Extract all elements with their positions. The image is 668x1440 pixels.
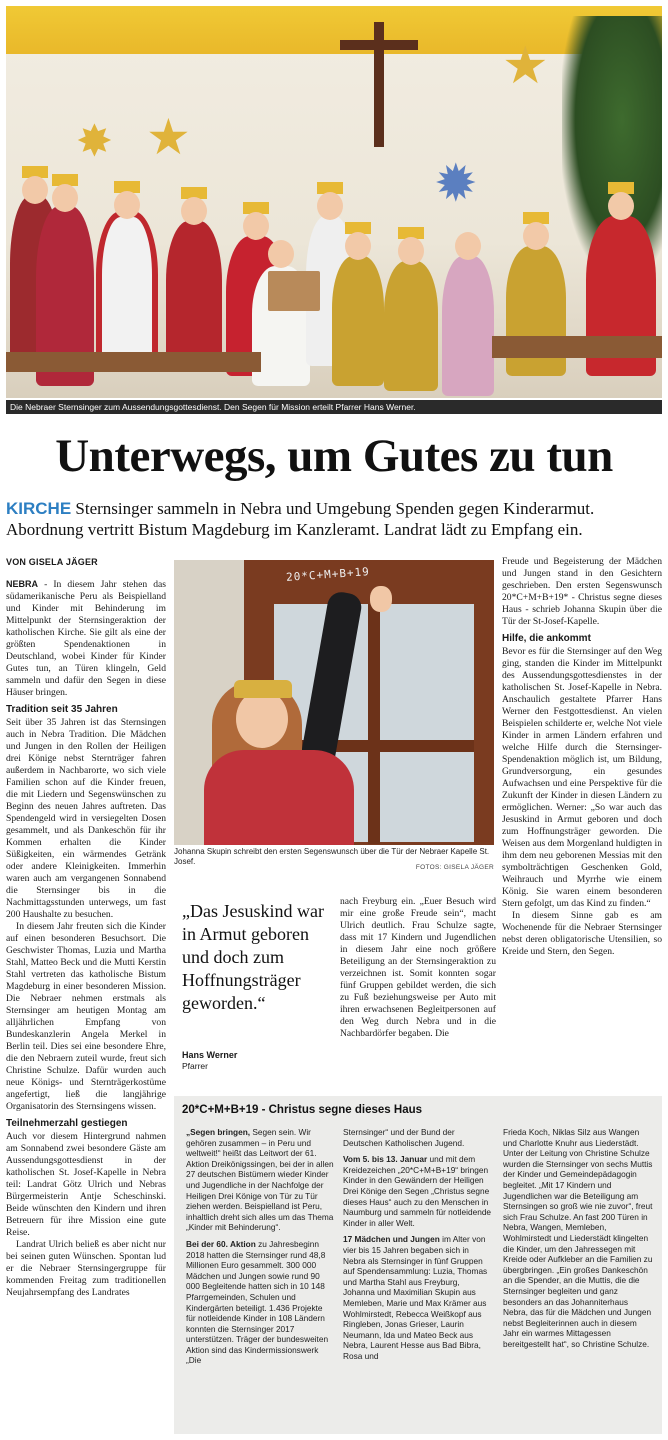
girl-hand <box>370 586 392 612</box>
info-box-title: 20*C+M+B+19 - Christus segne dieses Haus <box>182 1104 423 1116</box>
dateline: NEBRA <box>6 579 39 589</box>
star-icon: ✹ <box>434 154 478 214</box>
deck-text: Sternsinger sammeln in Nebra und Umgebung Spenden gegen Kinderarmut. Abordnung vertritt Bistum Magdeburg im Kanzleramt. Landrat lädt zu Empfang ein. <box>6 499 595 539</box>
star-icon: ★ <box>502 36 549 96</box>
paragraph: nach Freyburg ein. „Euer Besuch wird mir eine große Freude sein“, macht Ulrich deutlich. Frau Schulze sagte, dass mit 17 Kindern und Jugendlichen in diesem Jahr eine noch größere Beteiligung an der Sternsingeraktion zu verzeichnen ist. Somit konnten sogar fünf Gruppen gebildet werden, die sich zu Fuß beziehungsweise per Auto mit ihren erwachsenen Begleitpersonen auf den Weg durch Nebra und in die Nachbardörfer begaben. Die <box>340 896 496 1039</box>
article-column-5 <box>502 556 662 958</box>
paragraph: Bevor es für die Sternsinger auf den Weg ging, standen die Kinder im Mittelpunkt des Aussendungsgottesdienstes in der katholischen St. Josef-Kapelle in Nebra. Anschaulich gestaltete Pfarrer Hans Werner den Festgottesdienst. An vielen Beispielen schilderte er, welche Not viele Kinder in armen Ländern erfahren und welche Hilfe durch die Sternsinger-Spendenaktion möglich ist, um Bildung, Grundversorgung, ein gesundes Aufwachsen und eine Perspektive für die Zukunft der Kinder in diesen Ländern zu ermöglichen. Werner: „So war auch das Jesuskind in Armut geboren und doch zum Hoffnungsträger geworden. Die Weisen aus dem Morgenland huldigten in ihm dem neu geborenen Messias mit den symbolträchtigen Geschenken Gold, Weihrauch und Myrrhe wie einem König. Sie waren einem besonderen Stern gefolgt, um das Kind zu finden.“ <box>502 646 662 909</box>
crucifix-beam <box>340 40 418 50</box>
info-lead: Vom 5. bis 13. Januar <box>343 1154 428 1165</box>
info-text: zu Jahresbeginn 2018 hatten die Sternsinger rund 48,8 Millionen Euro gesammelt. 300 000 Mädchen und Jungen sowie rund 90 000 Begleitende hatten sich in 10 148 Pfarrgemeinden, Schulen und Kindergärten beteiligt. 1.436 Projekte für notleidende Kinder in 108 Ländern konnten die Sternsinger 2017 unterstützen. Träger der bundesweiten Aktion sind das Kindermissionswerk „Die <box>186 1238 329 1366</box>
info-paragraph <box>186 1239 334 1366</box>
bench <box>6 352 261 372</box>
kid-figure <box>384 261 438 391</box>
subheading: Hilfe, die ankommt <box>502 633 591 644</box>
bench <box>492 336 662 358</box>
info-paragraph <box>343 1154 493 1228</box>
info-box-column-2 <box>343 1127 493 1367</box>
section-keyword: KIRCHE <box>6 499 72 518</box>
kid-figure <box>166 221 222 371</box>
paragraph: Seit über 35 Jahren ist das Sternsingen auch in Nebra Tradition. Die Mädchen und Jungen in den Rollen der Heiligen drei Könige nebst Sternträger fahren außerdem in Nachbarorte, wo sich viele Familien schon auf die Kinder freuen, die mit Liedern und Segenswünschen zu Beginn des neuen Jahres auftreten. Das Spendengeld wird in versiegelten Dosen gesammelt, und als Dankeschön für ihr Kommen erhalten die Kinder Süßigkeiten, ein wärmendes Getränk oder andere Kleinigkeiten. Immerhin waren auch am vergangenen Sonnabend die Sternsinger bis in die Nachmittagsstunden unterwegs, um fast 200 Haushalte zu besuchen. <box>6 717 166 920</box>
info-text: Frieda Koch, Niklas Silz aus Wangen und Charlotte Knuhr aus Liederstädt. Unter der Leitung von Christine Schulze wurden die Sternsinger von sechs Muttis der Kinder und Gemeindepädagogin begleitet. „Mit 17 Kindern und Jugendlichen war die Beteiligung am Sternsingen so groß wie nie zuvor“, freut sich Frau Schulze. An fast 200 Türen in Nebra, Wangen, Memleben, Wohlmirstedt und Liederstädt klingelten die Kinder, um den Jahressegen mit Kreide oder Aufkleber an die Familien zu übergbringen. „Ein großes Dankeschön an die Spender, an die Muttis, die die Sternsinger begleiten und ganz besonders an das Johanniterhaus Nebra, das für die Mädchen und Jungen nebst Begleiterinnen auch in diesem Jahr ein warmes Mittagessen bereitgestellt hat“, so Christine Schulze. <box>503 1127 653 1349</box>
info-box-column-3 <box>503 1127 655 1355</box>
info-box-column-1 <box>186 1127 334 1372</box>
star-icon: ★ <box>146 108 191 166</box>
paragraph: Landrat Ulrich beließ es aber nicht nur bei seinen guten Wünschen. Spontan lud er die Nebraer Sternsingergruppe für kommenden Freitag zum traditionellen Neujahrsempfang des Landrates <box>6 1239 166 1298</box>
top-photo <box>6 6 662 398</box>
door-frame <box>368 604 380 844</box>
middle-photo-caption: Johanna Skupin schreibt den ersten Segenswunsch über die Tür der Nebraer Kapelle St. Josef. <box>174 847 490 866</box>
kid-figure <box>442 256 494 396</box>
girl-coat <box>204 750 354 845</box>
subheading: Tradition seit 35 Jahren <box>6 704 118 715</box>
star-icon: ✸ <box>76 116 113 167</box>
info-lead: Bei der 60. Aktion <box>186 1238 256 1249</box>
quote-author: Hans Werner <box>182 1050 238 1060</box>
info-lead: „Segen bringen, <box>186 1127 251 1137</box>
subheading: Teilnehmerzahl gestiegen <box>6 1118 128 1129</box>
paragraph <box>6 578 166 699</box>
kid-figure <box>96 211 158 371</box>
quote-role: Pfarrer <box>182 1061 208 1071</box>
pull-quote: „Das Jesuskind war in Armut geboren und doch zum Hoffnungsträger geworden.“ <box>182 901 324 1013</box>
girl-face <box>236 690 288 748</box>
photo-credit: FOTOS: GISELA JÄGER <box>415 864 494 871</box>
deck <box>6 498 662 540</box>
info-text: im Alter von vier bis 15 Jahren begaben sich in Nebra als Sternsinger in fünf Gruppen auf Spendensammlung: Luzia, Thomas und Martha Stahl aus Freyburg, Johanna und Maximilian Skupin aus Memleben, Marie und Max Krämer aus Wohlmirstedt, Rebecca Weißkopf aus Ringleben, Jonas Grieser, Laurin Neumann, Ida und Mateo Beck aus Nebra, Laurent Hesse aus Bad Bibra, Rosa und <box>343 1234 488 1361</box>
info-paragraph <box>503 1127 655 1349</box>
info-text: Segen sein. Wir gehören zusammen – in Peru und weltweit!“ heißt das Leitwort der 61. Aktion Dreikönigssingen, bei der in allen 27 deutschen Bistümern wieder Kinder und Jugendliche in der Nachfolge der Heiligen Drei Könige von Tür zu Tür ziehen werden. Beispielland ist Peru, inhaltlich dreht sich alles um das Thema „Kinder mit Behinderung“. <box>186 1127 334 1233</box>
headline: Unterwegs, um Gutes zu tun <box>55 430 613 482</box>
paragraph: In diesem Jahr freuten sich die Kinder auf einen besonderen Besuchsort. Die Geschwister Thomas, Luzia und Martha Stahl, Matteo Beck und die Mutti Kerstin Stahl vertreten das katholische Bistum Magdeburg in einer besonderen Mission. Die Nebraer nehmen erstmals als Sternsinger am heutigen Montag am alljährlichen Empfang von Bundeskanzlerin Angela Merkel in Berlin teil. Dies sei eine besondere Ehre, die den Nebraern zuteil wurde, freut sich Christine Schulze. Dafür wurden auch neue Königs- und Sternträgerkostüme angefertigt, ließ die langjährige Organisatorin des Sternsingens wissen. <box>6 921 166 1112</box>
article-column-4 <box>340 896 496 1040</box>
crown-icon <box>234 680 292 698</box>
kid-figure <box>332 256 384 386</box>
paragraph: Auch vor diesem Hintergrund nahmen am Sonnabend zwei besondere Gäste am Aussendungsgottesdienst in der katholischen St. Josef-Kapelle in Nebra teil: Landrat Götz Ulrich und Nebras Bürgermeisterin Antje Scheschinski. Beide wünschten den Kindern und ihren Betreuern für ihre Mission eine gute Reise. <box>6 1131 166 1238</box>
paragraph-text: - In diesem Jahr stehen das südamerikanische Peru als Beispielland und Kinder mit Behinderung im Mittelpunkt der Sternsingeraktion der katholischen Kirche. Sie gilt als eine der größten Spendenaktionen in Deutschland, wobei Kinder für Kinder Gutes tun, an Türen klingeln, Geld sammeln und dafür den Segen in diese Häuser bringen. <box>6 579 166 698</box>
info-paragraph <box>186 1127 334 1233</box>
byline: VON GISELA JÄGER <box>6 557 98 567</box>
info-paragraph <box>343 1234 493 1361</box>
paragraph: In diesem Sinne gab es am Wochenende für die Nebraer Sternsinger nebst deren obligatorische Utensilien, so Kreide und Stern, den Segen. <box>502 910 662 957</box>
info-text: Sternsinger“ und der Bund der Deutschen Katholischen Jugend. <box>343 1127 465 1148</box>
info-lead: 17 Mädchen und Jungen <box>343 1234 440 1245</box>
paragraph: Freude und Begeisterung der Mädchen und Jungen stand in den Gesichtern geschrieben. Den ersten Segenswunsch 20*C+M+B+19* - Christus segne dieses Haus - schrieb Johanna Skupin über die Tür der St-Josef-Kapelle. <box>502 556 662 627</box>
info-text: und mit dem Kreidezeichen „20*C+M+B+19“ bringen Kinder in den Gewändern der Heiligen Drei Könige den Segen „Christus segne dieses Haus“ auch zu den Menschen in Naumburg und sammeln für notleidende Kinder in aller Welt. <box>343 1154 492 1228</box>
chalk-inscription: 20*C+M+B+19 <box>285 565 371 584</box>
article-column-1 <box>6 578 166 1299</box>
middle-photo <box>174 560 494 845</box>
top-photo-caption: Die Nebraer Sternsinger zum Aussendungsgottesdienst. Den Segen für Mission erteilt Pfarrer Hans Werner. <box>6 400 662 414</box>
donation-box <box>268 271 320 311</box>
info-paragraph <box>343 1127 493 1148</box>
